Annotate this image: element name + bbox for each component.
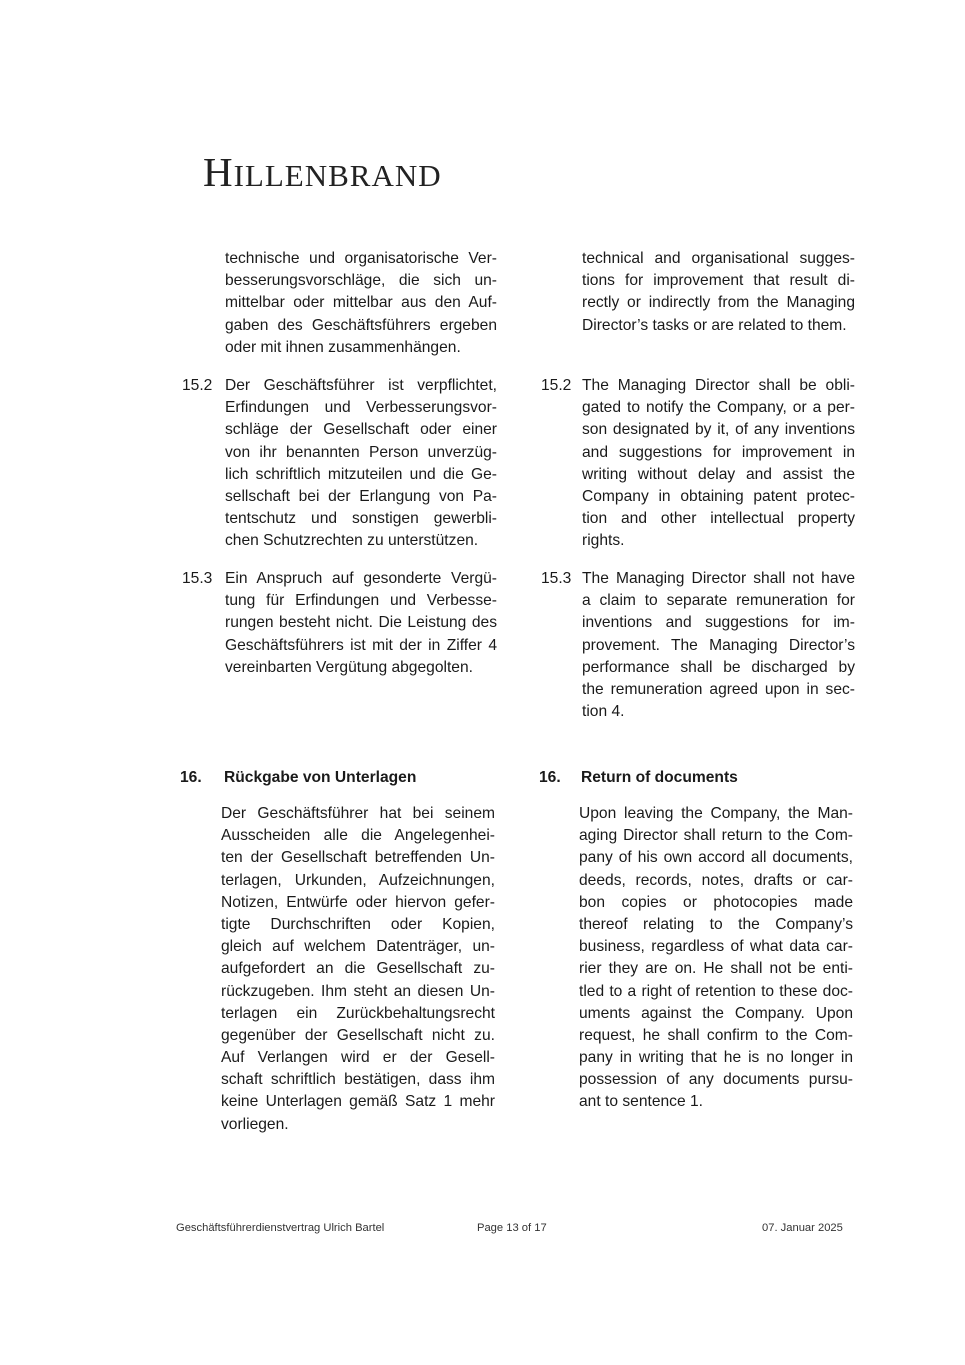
de-section-15-2-text [225, 375, 497, 553]
text-line: gegenüber der Gesellschaft nicht zu. [221, 1026, 495, 1044]
text-line: terlagen, Urkunden, Aufzeichnungen, [221, 871, 495, 889]
text-line: Director’s tasks or are related to them. [582, 316, 847, 334]
text-line: uments against the Company. Upon [579, 1004, 853, 1022]
text-line: aufgefordert an die Gesellschaft zu- [221, 960, 495, 978]
text-line: chen Schutzrechten zu unterstützen. [225, 532, 479, 550]
text-line: inventions and suggestions for im- [582, 614, 855, 632]
text-line: Der Geschäftsführer hat bei seinem [221, 805, 495, 822]
text-line: ten der Gesellschaft betreffenden Un- [221, 849, 495, 867]
text-line: sellschaft bei der Erlangung von Pa- [225, 487, 497, 505]
text-line: tled to a right of retention to these doc- [579, 982, 853, 1000]
text-line: oder mit ihnen zusammenhängen. [225, 338, 461, 356]
text-line: The Managing Director shall be obli- [582, 377, 855, 394]
text-line: schläge der Gesellschaft oder einer [225, 421, 497, 439]
de-section-16-text [221, 803, 495, 1136]
text-line: technische und organisatorische Ver- [225, 250, 497, 267]
text-line: technical and organisational sugges- [582, 250, 855, 267]
text-line: rungen besteht nicht. Die Leistung des [225, 614, 497, 632]
en-section-number-15-2: 15.2 [541, 377, 572, 394]
text-line: possession of any documents pursu- [579, 1071, 853, 1089]
footer-page-number: Page 13 of 17 [477, 1222, 547, 1234]
text-line: Ein Anspruch auf gesonderte Vergü- [225, 570, 497, 587]
text-line: Upon leaving the Company, the Man- [579, 805, 853, 822]
text-line: tions for improvement that result di- [582, 272, 855, 290]
en-section-number-16: 16. [539, 769, 561, 786]
text-line: tigte Durchschriften oder Kopien, [221, 915, 495, 933]
de-section-15-3-text [225, 568, 497, 679]
de-section-16-title: Rückgabe von Unterlagen [224, 769, 417, 786]
footer-date: 07. Januar 2025 [762, 1222, 843, 1234]
de-section-number-16: 16. [180, 769, 202, 786]
text-line: the remuneration agreed upon in sec- [582, 680, 855, 698]
text-line: ant to sentence 1. [579, 1093, 703, 1111]
text-line: pany of his own accord all documents, [579, 849, 853, 867]
text-line: provement. The Managing Director’s [582, 636, 855, 654]
text-line: tion and other intellectual property [582, 510, 855, 528]
text-line: son designated by it, of any inventions [582, 421, 855, 439]
text-line: Auf Verlangen wird er der Gesell- [221, 1049, 495, 1067]
text-line: Company in obtaining patent protec- [582, 487, 855, 505]
text-line: The Managing Director shall not have [582, 570, 855, 587]
text-line: Der Geschäftsführer ist verpflichtet, [225, 377, 497, 394]
text-line: schaft schriftlich bestätigen, dass ihm [221, 1071, 495, 1089]
text-line: rectly or indirectly from the Managing [582, 294, 855, 312]
text-line: deeds, records, notes, drafts or car- [579, 871, 853, 889]
en-section-15-2-text [582, 375, 855, 553]
text-line: thereof relating to the Company’s [579, 915, 853, 933]
text-line: keine Unterlagen gemäß Satz 1 mehr [221, 1093, 495, 1111]
en-section-15-3-text [582, 568, 855, 723]
text-line: vorliegen. [221, 1115, 289, 1133]
text-line: tentschutz und sonstigen gewerbli- [225, 510, 497, 528]
footer-contract-name: Geschäftsführerdienstvertrag Ulrich Bartel [176, 1222, 385, 1234]
text-line: request, he shall confirm to the Com- [579, 1026, 853, 1044]
text-line: Geschäftsführers ist mit der in Ziffer 4 [225, 636, 497, 654]
de-section-15-1-continuation [225, 248, 497, 359]
de-section-number-15-3: 15.3 [182, 570, 213, 587]
text-line: vereinbarten Vergütung abgegolten. [225, 658, 473, 676]
de-section-number-15-2: 15.2 [182, 377, 213, 394]
en-section-16-title: Return of documents [581, 769, 738, 786]
text-line: tion 4. [582, 703, 625, 721]
en-section-16-text [579, 803, 853, 1114]
text-line: rights. [582, 532, 625, 550]
text-line: Erfindungen und Verbesserungsvor- [225, 399, 497, 417]
text-line: rier they are on. He shall not be enti- [579, 960, 853, 978]
en-section-15-1-continuation [582, 248, 855, 337]
text-line: a claim to separate remuneration for [582, 592, 855, 610]
text-line: writing without delay and assist the [582, 465, 855, 483]
text-line: besserungsvorschläge, die sich un- [225, 272, 497, 290]
text-line: gated to notify the Company, or a per- [582, 399, 855, 417]
text-line: pany in writing that he is no longer in [579, 1049, 853, 1067]
text-line: rückzugeben. Ihm steht an diesen Un- [221, 982, 495, 1000]
text-line: Notizen, Entwürfe oder hiervon gefer- [221, 893, 495, 911]
text-line: von ihr benannten Person unverzüg- [225, 443, 497, 461]
text-line: mittelbar oder mittelbar aus den Auf- [225, 294, 497, 312]
text-line: Ausscheiden alle die Angelegenhei- [221, 827, 495, 845]
company-logo: HILLENBRAND [203, 149, 442, 195]
text-line: business, regardless of what data car- [579, 938, 853, 956]
text-line: bon copies or photocopies made [579, 893, 853, 911]
text-line: terlagen ein Zurückbehaltungsrecht [221, 1004, 495, 1022]
text-line: and suggestions for improvement in [582, 443, 855, 461]
text-line: gaben des Geschäftsführers ergeben [225, 316, 497, 334]
text-line: performance shall be discharged by [582, 658, 855, 676]
text-line: aging Director shall return to the Com- [579, 827, 853, 845]
en-section-number-15-3: 15.3 [541, 570, 572, 587]
text-line: tung für Erfindungen und Verbesse- [225, 592, 497, 610]
text-line: gleich auf welchem Datenträger, un- [221, 938, 495, 956]
text-line: lich schriftlich mitzuteilen und die Ge- [225, 465, 497, 483]
